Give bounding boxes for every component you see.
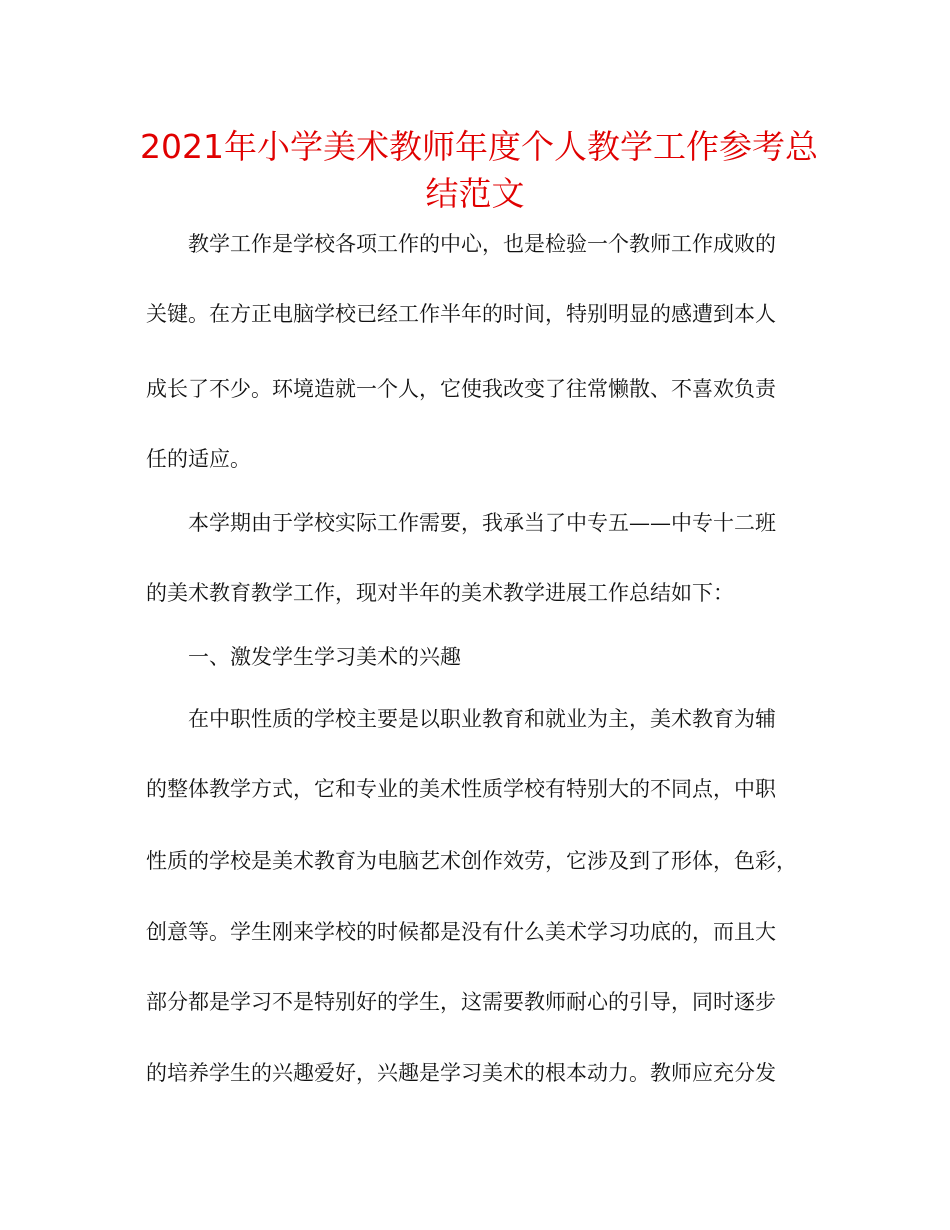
- paragraph-line: 本学期由于学校实际工作需要，我承当了中专五——中专十二班: [188, 511, 776, 535]
- paragraph-line: 在中职性质的学校主要是以职业教育和就业为主，美术教育为辅: [188, 707, 776, 731]
- paragraph-line: 部分都是学习不是特别好的学生，这需要教师耐心的引导，同时逐步: [146, 990, 776, 1014]
- paragraph-line: 的培养学生的兴趣爱好，兴趣是学习美术的根本动力。教师应充分发: [146, 1061, 776, 1085]
- paragraph-line: 任的适应。: [146, 447, 251, 471]
- paragraph-line: 的美术教育教学工作，现对半年的美术教学进展工作总结如下：: [146, 581, 734, 605]
- document-title-line-2: 结范文: [425, 174, 525, 213]
- document-title-line-1: 2021年小学美术教师年度个人教学工作参考总: [140, 127, 818, 166]
- paragraph-line: 成长了不少。环境造就一个人，它使我改变了往常懒散、不喜欢负责: [146, 377, 776, 401]
- paragraph-line: 关键。在方正电脑学校已经工作半年的时间，特别明显的感遭到本人: [146, 302, 776, 326]
- paragraph-line: 教学工作是学校各项工作的中心，也是检验一个教师工作成败的: [188, 232, 776, 256]
- paragraph-line: 创意等。学生刚来学校的时候都是没有什么美术学习功底的，而且大: [146, 920, 776, 944]
- paragraph-line: 性质的学校是美术教育为电脑艺术创作效劳，它涉及到了形体，色彩，: [146, 849, 797, 873]
- section-heading: 一、激发学生学习美术的兴趣: [188, 645, 461, 669]
- paragraph-line: 的整体教学方式，它和专业的美术性质学校有特别大的不同点，中职: [146, 777, 776, 801]
